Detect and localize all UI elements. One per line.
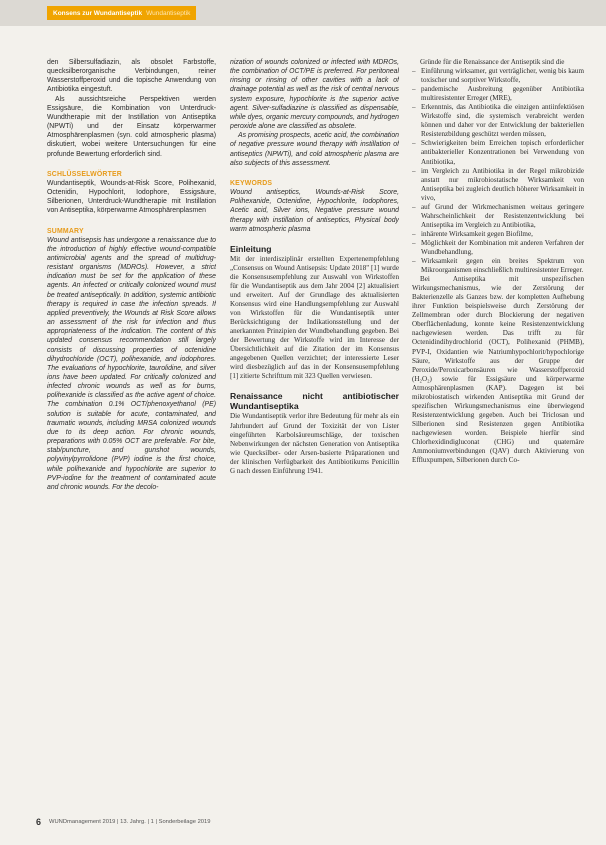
introduction-heading: Einleitung [230, 243, 272, 254]
outlook-paragraph: Als aussichtsreiche Perspektiven werden Essigsäure, die Kombination von Unterdruck-Wundtherapie mit der Instillation von Antiseptika (NPWTi) und der Einsatz körperwarmer Atmosphärenplasmen (syn. cold atmospheric plasma) diskutiert, wobei weitere Untersuchungen für eine profunde Bewertung erforderlich sind. [47, 95, 216, 158]
keywords-de: Wundantiseptik, Wounds-at-Risk Score, Polihexanid, Octenidin, Hypochlorit, Iodophore, Essigsäure, Silberionen, Unterdruck-Wundtherapie mit Instillation von Antiseptika, körperwarme Atmosphärenplasmen [47, 179, 216, 215]
list-item: – auf Grund der Wirkmechanismen weitaus geringere Wahrscheinlichkeit der Resistenzentwicklung bei Antiseptika im Vergleich zu Antibiotika, [412, 203, 584, 230]
summary-heading: SUMMARY [47, 227, 84, 235]
column-left [47, 58, 216, 810]
keywords-heading-de: SCHLÜSSELWÖRTER [47, 170, 122, 178]
journal-reference: WUNDmanagement 2019 | 13. Jahrg. | 1 | Sonderbeilage 2019 [49, 819, 211, 825]
reasons-lead: Gründe für die Renaissance der Antiseptik sind die [420, 58, 565, 66]
section-subtitle: Wundantiseptik [146, 9, 191, 17]
header-bar [0, 0, 606, 26]
list-item: – Wirksamkeit gegen ein breites Spektrum von Mikroorganismen einschließlich multiresistenter Erreger. [412, 257, 584, 275]
list-item: – im Vergleich zu Antibiotika in der Regel mikrobizide anstatt nur mikrobiostatische Wirksamkeit von Antiseptika bei zugleich deutlich höherer Wirksamkeit in vivo, [412, 167, 584, 203]
list-item: – Einführung wirksamer, gut verträglicher, wenig bis kaum toxischer und sorptiver Wirkstoffe, [412, 67, 584, 85]
summary-continued: nization of wounds colonized or infected with MDROs, the combination of OCT/PE is preferred. For peritoneal rinsing or rinsing of other cavities with a lack of drainage potential as well as the risk of central nervous system exposure, hypochlorite is the superior active agent. Silver-sulfadiazine is classified as dispensable, while dyes, organic mercury compounds, and hydrogen peroxide alone are classified as obsolete. [230, 59, 399, 131]
renaissance-heading: Renaissance nicht antibiotischer Wundantiseptika [230, 391, 399, 412]
list-item: – Möglichkeit der Kombination mit anderen Verfahren der Wundbehandlung, [412, 239, 584, 257]
keywords-heading-en: KEYWORDS [230, 179, 273, 187]
prospects-paragraph: As promising prospects, acetic acid, the combination of negative pressure wound therapy with instillation of antiseptics (NPWTi), and cold atmospheric plasma are also subjects of this assessment. [230, 132, 399, 167]
reasons-list [412, 67, 584, 275]
column-middle [230, 58, 399, 810]
introduction-text: Mit der interdisziplinär erstellten Expertenempfehlung „Consensus on Wound Antisepsis: Update 2018" [1] wurde die Konsensusempfehlung zur Auswahl von Wirkstoffen für die Wundantiseptik aus dem Jahr 2004 [2] aktualisiert und erweitert. Auf der Grundlage des aktualisierten Konsensus wird eine Handlungsempfehlung zur Auswahl von Wirkstoffen für die Wundantiseptik unter Berücksichtigung der Indikationsstellung und der anerkannten Prinzipien der Wundbehandlung gegeben. Bei der Bewertung der Wirkstoffe wird im Interesse der Übersichtlichkeit auf die Zitation der im Konsensus angegebenen Quellen verzichtet; der interessierte Leser wird diesbezüglich auf das in der Konsensusempfehlung [1] zitierte Schrifttum mit 323 Quellen verwiesen. [230, 254, 399, 381]
keywords-en: Wound antiseptics, Wounds-at-Risk Score, Polihexanide, Octenidine, Hypochlorite, Iodophores, Acetic acid, Silver ions, Negative pressure wound therapy with instillation of antiseptics, Physical body warm atmospheric plasma [230, 189, 399, 233]
summary-text: Wound antisepsis has undergone a renaissance due to the introduction of highly effective wound-compatible antimicrobial agents and the spread of multidrug-resistant organisms (MDROs). However, a strict indication must be set for the application of these agents. An infected or critically colonized wound must be treated antiseptically. In addition, systemic antibiotic therapy is required in case the infection spreads. If applied preventively, the Wounds at Risk Score allows an assessment of the risk for infection and thus appropriateness of the indication. The content of this updated consensus recommendation still largely consists of discussing properties of octenidine dihydrochloride (OCT), polihexanide, and iodophores. The evaluations of hypochlorite, taurolidine, and silver ions have been updated. For critically colonized and infected chronic wounds as well as for burns, polihexanide is classified as the active agent of choice. The combination 0.1% OCT/phenoxyethanol (PE) solution is suitable for acute, contaminated, and traumatic wounds, including MRSA colonized wounds due to its deep action. For chronic wounds, preparations with 0.05% OCT are preferable. For bite, stab/puncture, and gunshot wounds, polyvinylpyrrolidone (PVP) iodine is the first choice, while polihexanide and hypochlorite are superior to PVP-iodine for the treatment of contaminated acute and chronic wounds. For the decolo- [47, 236, 216, 491]
page-footer [36, 816, 210, 828]
list-item: – Erkenntnis, das Antibiotika die einzigen antiinfektiösen Wirkstoffe sind, die systemisch verabreicht werden können und daher vor der Entwicklung der bakteriellen Resistenzbildung geschützt werden müssen, [412, 103, 584, 139]
section-title: Konsens zur Wundantiseptik [53, 9, 143, 17]
list-item: – inhärente Wirksamkeit gegen Biofilme, [412, 230, 584, 239]
section-tab [47, 6, 196, 20]
list-item: – Schwierigkeiten beim Erreichen topisch erforderlicher antibakterieller Konzentrationen bei Verwendung von Antibiotika, [412, 139, 584, 166]
column-right [412, 58, 584, 810]
renaissance-text: Die Wundantiseptik verlor ihre Bedeutung für mehr als ein Jahrhundert auf Grund der Toxizität der von Lister eingeführten Karbolsäureumschläge, der toxischen Nebenwirkungen der nächsten Generation von Antiseptika wie Quecksilber- oder Arsen-basierte Präparationen und der klinischen Verfügbarkeit des Antibiotikums Penicillin G nach dessen Einführung 1941. [230, 412, 399, 475]
page-number: 6 [36, 817, 42, 827]
mechanism-text: Bei Antiseptika mit unspezifischen Wirkungsmechanismus, wie der Zerstörung der Bakterienzelle als Ganzes bzw. der kompletten Aufhebung ihrer Funktion beispielsweise durch Zerstörung der Zellmembran oder durch Blockierung der negativen Oberflächenladung, konnte keine Resistenzentwicklung nachgewiesen werden. Das trifft zu für Octenidindihydrochlorid (OCT), Polihexanid (PHMB), PVP-I, Oxidantien wie Natriumhypochlorit/hypochlorige Säure, Wirkstoffe aus der Gruppe der Peroxide/Peroxicarbonsäuren wie Wasserstoffperoxid (H₂O₂) sowie für Essigsäure und körperwarme Atmosphärenplasmen (KAP). Dagegen ist bei mikrobiostatisch wirkenden Antiseptika mit Grund der spezifischen Wirkungsmechanismus eine überwiegend Resistenzentwicklung gegeben. Auch bei Triclosan und Silberionen sind Resistenzen gegen Antibiotika nachgewiesen worden. Beispiele hierfür sind Chlorhexidindigluconat (CHG) und quaternäre Ammoniumverbindungen (QAV) durch Aktivierung von Effluxpumpen, Silberionen durch Co- [412, 275, 584, 465]
intro-paragraph: den Silbersulfadiazin, als obsolet Farbstoffe, quecksilberorganische Verbindungen, reiner Wasserstoffperoxid und die topische Anwendung von Antibiotika eingestuft. [47, 59, 216, 94]
list-item: – pandemische Ausbreitung gegenüber Antibiotika multiresistenter Erreger (MRE), [412, 85, 584, 103]
